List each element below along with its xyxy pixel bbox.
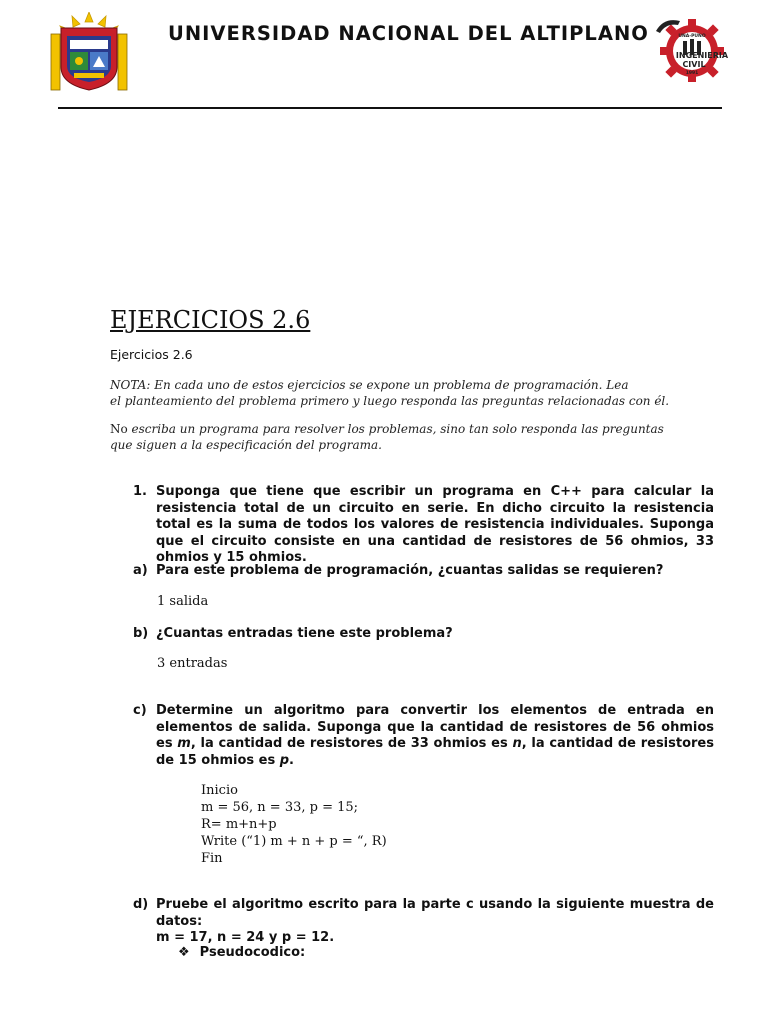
no-instruction: [110, 421, 670, 453]
subtitle: Ejercicios 2.6: [110, 347, 193, 362]
university-shield-logo: [48, 12, 130, 92]
algorithm-line: Fin: [201, 851, 223, 866]
question-d-line-1: Pruebe el algoritmo escrito para la parte c usando la siguiente muestra de datos:: [156, 897, 714, 929]
svg-text:CIVIL: CIVIL: [682, 60, 706, 69]
algorithm-block: [201, 782, 387, 867]
answer-b: 3 entradas: [157, 656, 228, 671]
no-rest: escriba un programa para resolver los problemas, sino tan solo responda las preguntas: [127, 422, 664, 436]
question-b-text: ¿Cuantas entradas tiene este problema?: [156, 626, 453, 641]
header-divider: [58, 107, 722, 109]
algorithm-line: Write (“1) m + n + p = “, R): [201, 834, 387, 849]
question-c-text: Determine un algoritmo para convertir los elementos de entrada en elementos de salida. Suponga que la cantidad de resistores de 56 ohmios es m, la cantidad de resistores de 33 ohmios es n, la cantidad de resistores de 15 ohmios es p.: [156, 703, 714, 768]
pseudocode-label: Pseudocodico:: [199, 945, 306, 960]
diamond-bullet-icon: ❖: [178, 945, 190, 960]
question-b-label: b): [133, 626, 149, 641]
answer-a: 1 salida: [157, 594, 209, 609]
no-word: No: [110, 422, 128, 436]
ingenieria-civil-gear-logo: [650, 15, 728, 83]
question-d-line-2: m = 17, n = 24 y p = 12.: [156, 930, 335, 945]
note-paragraph: [110, 377, 670, 409]
note-line: el planteamiento del problema primero y luego responda las preguntas relacionadas con él.: [110, 394, 670, 408]
note-line: NOTA: En cada uno de estos ejercicios se expone un problema de programación. Lea: [110, 378, 629, 392]
svg-text:1991: 1991: [685, 71, 699, 76]
svg-text:INGENIERIA: INGENIERIA: [675, 51, 728, 60]
university-name: UNIVERSIDAD NACIONAL DEL ALTIPLANO: [168, 22, 649, 45]
algorithm-line: Inicio: [201, 783, 238, 798]
question-1-number: 1.: [133, 484, 147, 499]
page-title: EJERCICIOS 2.6: [110, 306, 311, 334]
question-a-label: a): [133, 563, 148, 578]
algorithm-line: R= m+n+p: [201, 817, 277, 832]
pseudocode-bullet: [178, 945, 305, 960]
question-c-label: c): [133, 703, 147, 718]
question-d-label: d): [133, 897, 149, 912]
no-line-2: que siguen a la especificación del programa.: [110, 438, 382, 452]
question-a-text: Para este problema de programación, ¿cuantas salidas se requieren?: [156, 563, 664, 578]
svg-text:UNA-PUNO: UNA-PUNO: [678, 34, 706, 39]
algorithm-line: m = 56, n = 33, p = 15;: [201, 800, 359, 815]
question-d-text: [156, 897, 714, 947]
question-1-text: Suponga que tiene que escribir un programa en C++ para calcular la resistencia total de un circuito en serie. En dicho circuito la resistencia total es la suma de todos los valores de resistencia individuales. Suponga que el circuito consiste en una cantidad de resistores de 56 ohmios, 33 ohmios y 15 ohmios.: [156, 484, 714, 565]
